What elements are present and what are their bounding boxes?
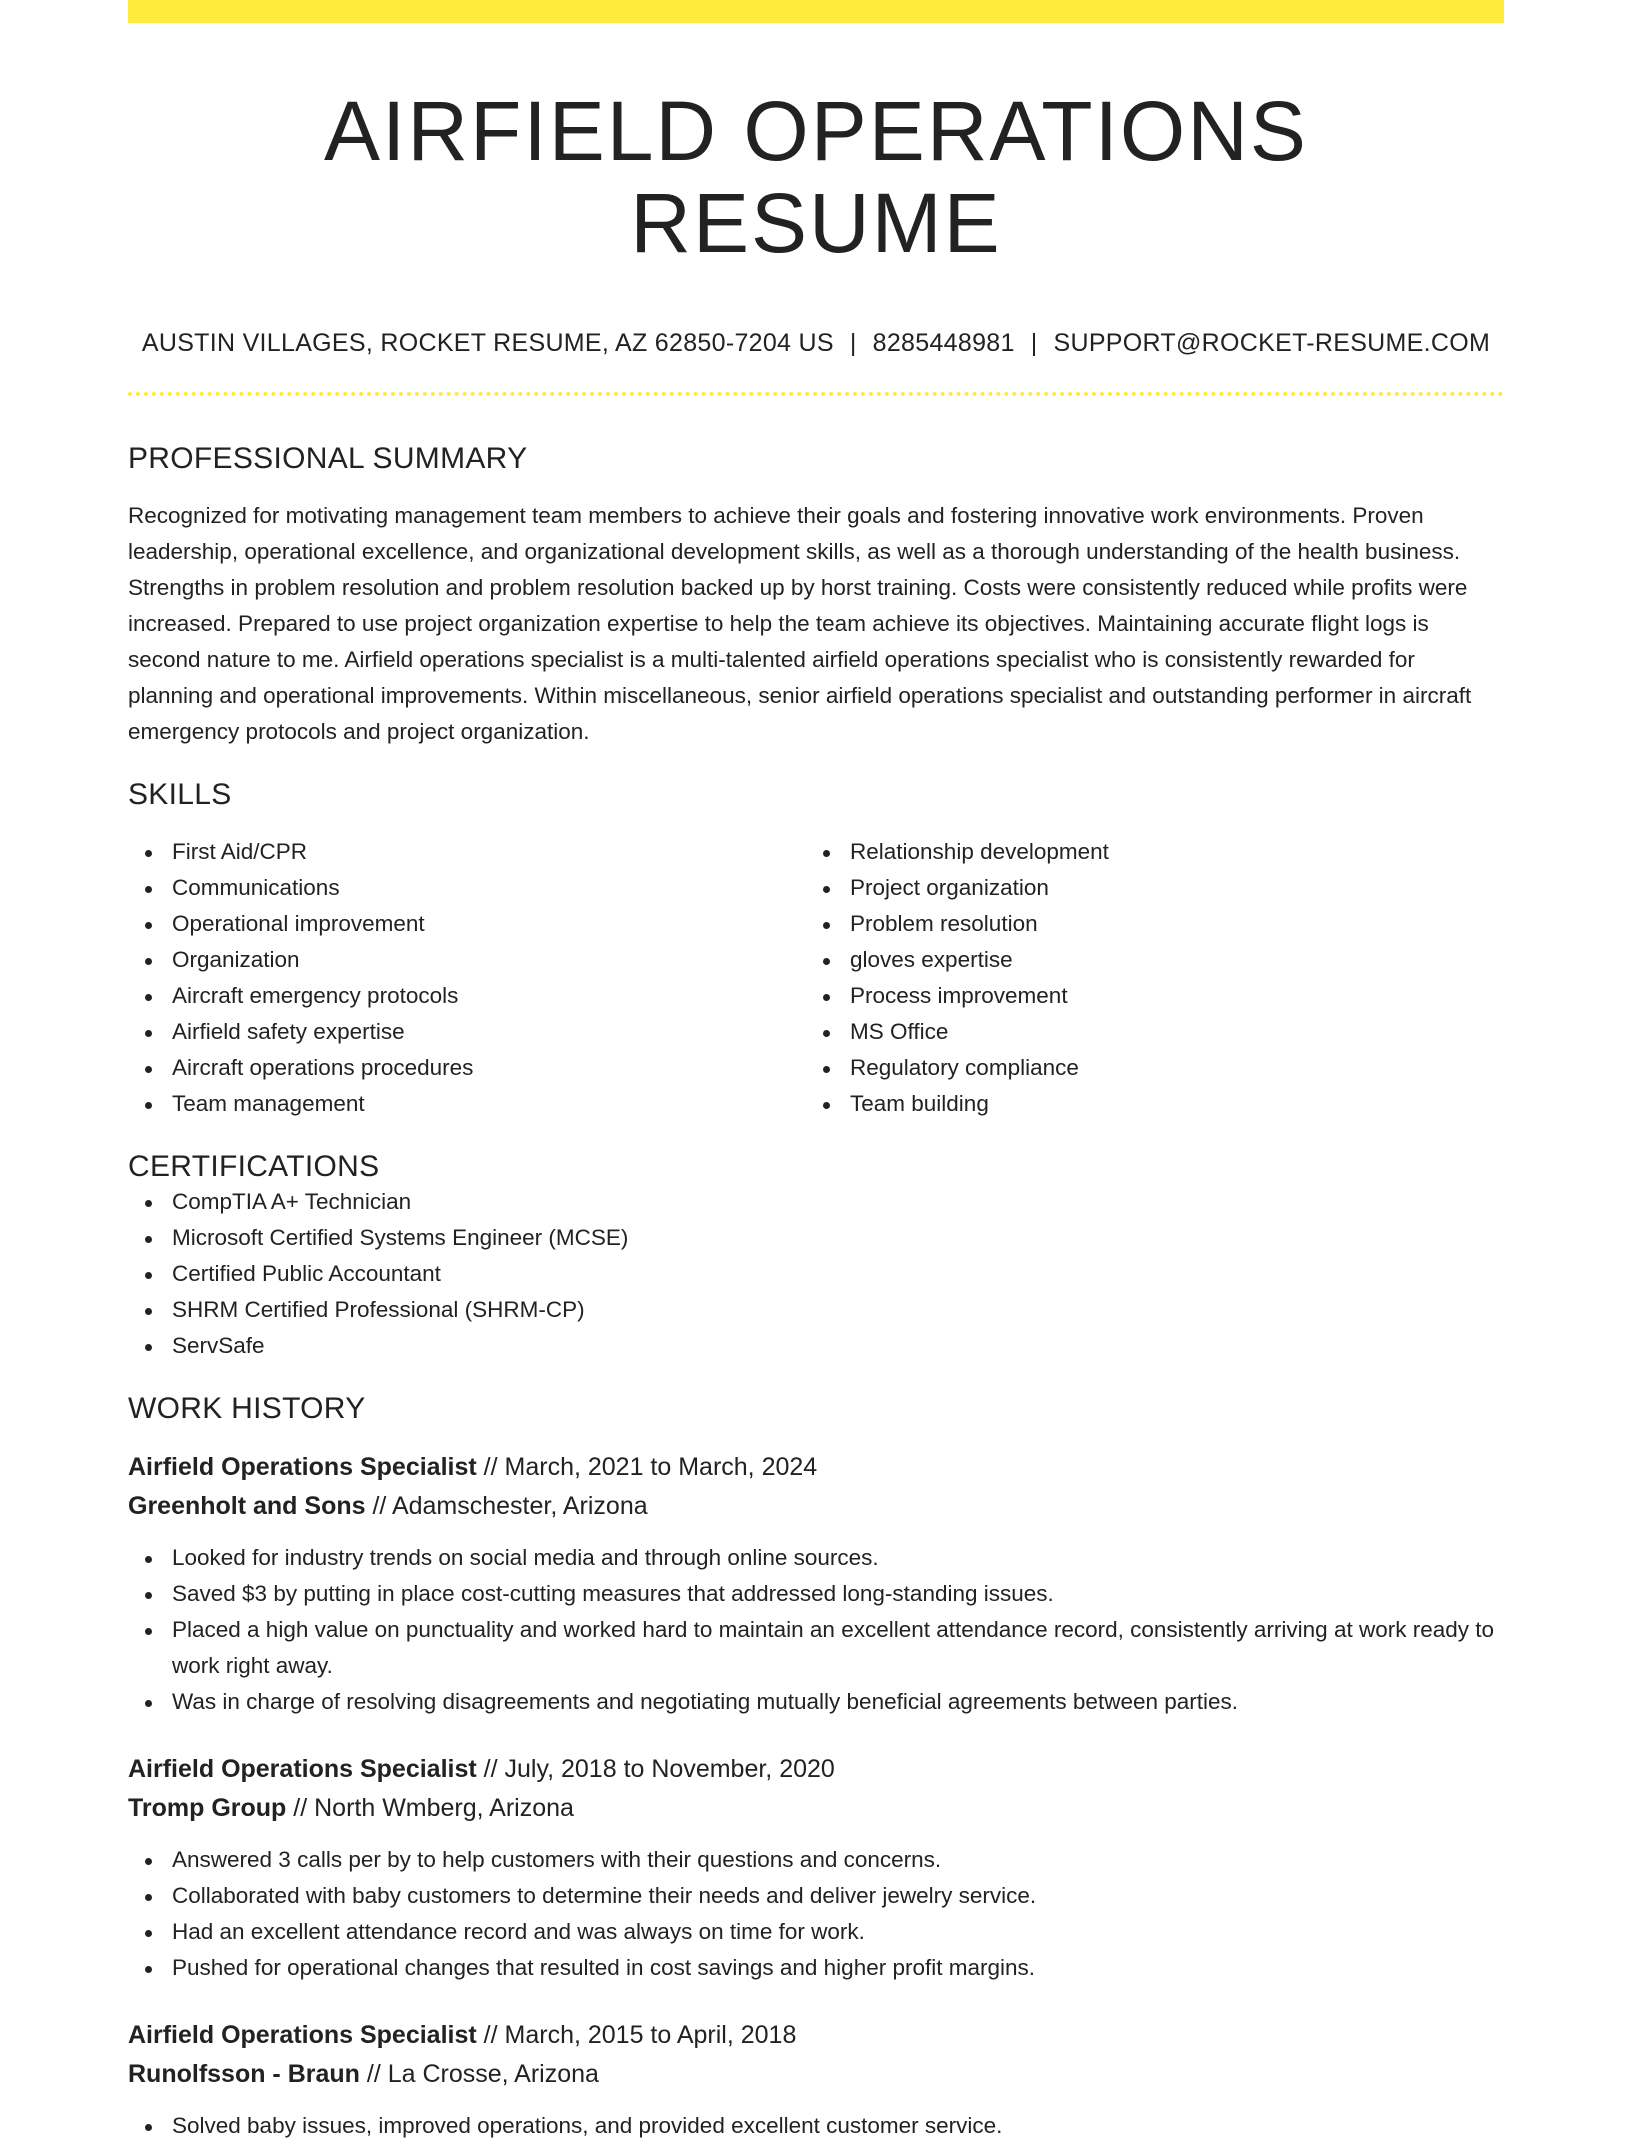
job-location: // Adamschester, Arizona <box>372 1491 648 1520</box>
certifications-heading: CERTIFICATIONS <box>128 1149 380 1183</box>
job-bullets <box>128 1842 1504 1986</box>
job-title: Airfield Operations Specialist <box>128 1754 477 1783</box>
job-bullet: Was in charge of resolving disagreements and negotiating mutually beneficial agreements between parties. <box>128 1684 1504 1720</box>
job-bullets <box>128 1540 1504 1720</box>
job-location: // North Wmberg, Arizona <box>293 1793 574 1822</box>
skill-item: gloves expertise <box>806 942 1484 978</box>
skill-item: Airfield safety expertise <box>128 1014 806 1050</box>
job-dates: // March, 2015 to April, 2018 <box>483 2020 797 2049</box>
contact-address: AUSTIN VILLAGES, ROCKET RESUME, AZ 62850-7204 US <box>141 328 834 357</box>
certification-item: SHRM Certified Professional (SHRM-CP) <box>128 1292 1504 1328</box>
certification-item: Microsoft Certified Systems Engineer (MCSE) <box>128 1220 1504 1256</box>
skill-item: Organization <box>128 942 806 978</box>
job-bullet: Saved $3 by putting in place cost-cutting measures that addressed long-standing issues. <box>128 1576 1504 1612</box>
skill-item: First Aid/CPR <box>128 834 806 870</box>
job-company-line <box>128 1789 1504 1828</box>
skills-columns <box>128 834 1504 1122</box>
certification-item: ServSafe <box>128 1328 1504 1364</box>
certifications-list <box>128 1184 1504 1364</box>
job-title: Airfield Operations Specialist <box>128 1452 477 1481</box>
skill-item: Team building <box>806 1086 1484 1122</box>
contact-phone: 8285448981 <box>872 328 1015 357</box>
job-bullets <box>128 2108 1504 2144</box>
skill-item: Problem resolution <box>806 906 1484 942</box>
job-company: Tromp Group <box>128 1793 287 1822</box>
skills-heading: SKILLS <box>128 777 232 811</box>
job-title-line <box>128 1448 1504 1487</box>
contact-email: SUPPORT@ROCKET-RESUME.COM <box>1053 328 1491 357</box>
skill-item: Project organization <box>806 870 1484 906</box>
job-company-line <box>128 1487 1504 1526</box>
job-company: Runolfsson - Braun <box>128 2059 360 2088</box>
job-entry <box>128 1750 1504 1986</box>
work-history-heading: WORK HISTORY <box>128 1391 366 1425</box>
dotted-divider <box>128 392 1504 396</box>
contact-line <box>128 328 1504 358</box>
job-dates: // March, 2021 to March, 2024 <box>483 1452 818 1481</box>
job-bullet: Placed a high value on punctuality and worked hard to maintain an excellent attendance record, consistently arriving at work ready to work right away. <box>128 1612 1504 1684</box>
job-company-line <box>128 2055 1504 2094</box>
job-bullet: Answered 3 calls per by to help customers with their questions and concerns. <box>128 1842 1504 1878</box>
summary-heading: PROFESSIONAL SUMMARY <box>128 441 528 475</box>
page-title: AIRFIELD OPERATIONS RESUME <box>324 84 1308 271</box>
contact-separator: | <box>1030 328 1038 357</box>
skill-item: Operational improvement <box>128 906 806 942</box>
job-bullet: Solved baby issues, improved operations, and provided excellent customer service. <box>128 2108 1504 2144</box>
contact-separator: | <box>849 328 857 357</box>
skill-item: Aircraft emergency protocols <box>128 978 806 1014</box>
job-title-line <box>128 2016 1504 2055</box>
skill-item: MS Office <box>806 1014 1484 1050</box>
job-title: Airfield Operations Specialist <box>128 2020 477 2049</box>
skill-item: Team management <box>128 1086 806 1122</box>
job-company: Greenholt and Sons <box>128 1491 366 1520</box>
job-entry <box>128 2016 1504 2144</box>
job-bullet: Had an excellent attendance record and was always on time for work. <box>128 1914 1504 1950</box>
skills-list-right <box>806 834 1484 1122</box>
job-bullet: Collaborated with baby customers to determine their needs and deliver jewelry service. <box>128 1878 1504 1914</box>
skills-list-left <box>128 834 806 1122</box>
job-dates: // July, 2018 to November, 2020 <box>483 1754 835 1783</box>
job-title-line <box>128 1750 1504 1789</box>
accent-bar <box>128 0 1504 23</box>
skill-item: Communications <box>128 870 806 906</box>
certification-item: CompTIA A+ Technician <box>128 1184 1504 1220</box>
job-location: // La Crosse, Arizona <box>366 2059 599 2088</box>
resume-page <box>128 0 1504 2144</box>
skill-item: Relationship development <box>806 834 1484 870</box>
skill-item: Regulatory compliance <box>806 1050 1484 1086</box>
job-entry <box>128 1448 1504 1720</box>
skill-item: Aircraft operations procedures <box>128 1050 806 1086</box>
certification-item: Certified Public Accountant <box>128 1256 1504 1292</box>
skill-item: Process improvement <box>806 978 1484 1014</box>
job-bullet: Looked for industry trends on social media and through online sources. <box>128 1540 1504 1576</box>
summary-text: Recognized for motivating management team members to achieve their goals and fostering innovative work environments. Proven leadership, operational excellence, and organizational development skills, as well as a thorough understanding of the health business. Strengths in problem resolution and problem resolution backed up by horst training. Costs were consistently reduced while profits were increased. Prepared to use project organization expertise to help the team achieve its objectives. Maintaining accurate flight logs is second nature to me. Airfield operations specialist is a multi-talented airfield operations specialist who is consistently rewarded for planning and operational improvements. Within miscellaneous, senior airfield operations specialist and outstanding performer in aircraft emergency protocols and project organization. <box>128 502 1472 744</box>
job-bullet: Pushed for operational changes that resulted in cost savings and higher profit margins. <box>128 1950 1504 1986</box>
